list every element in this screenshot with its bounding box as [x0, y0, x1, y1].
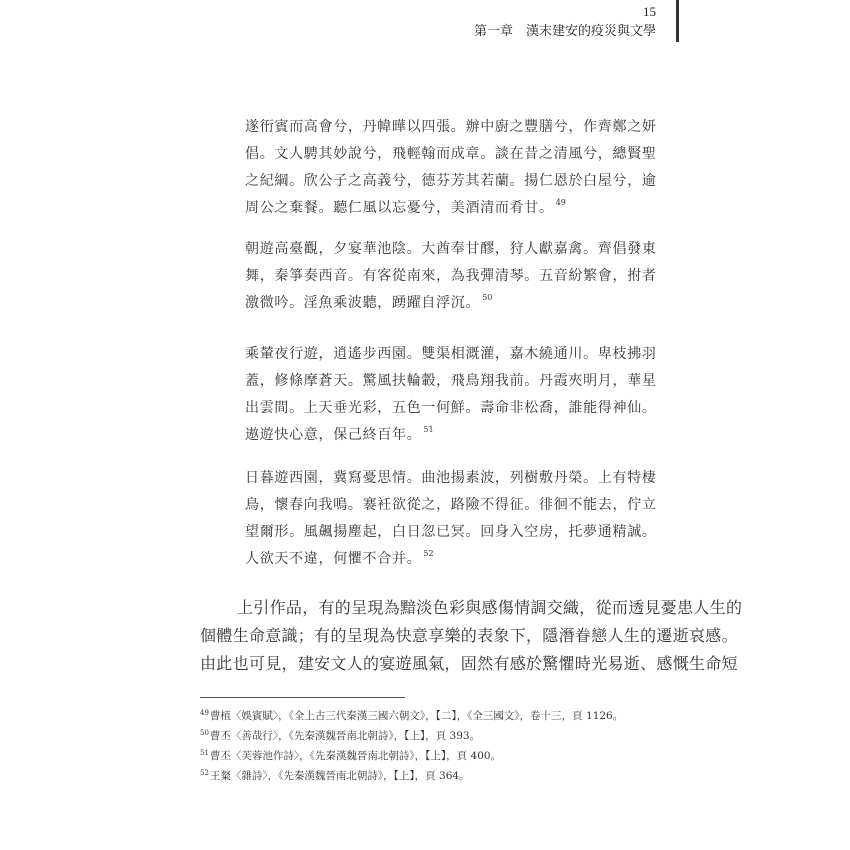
footnote — [200, 706, 623, 726]
quote-line: 之紀綱。欣公子之高義兮，德芬芳其若蘭。揚仁恩於白屋兮，逾 — [245, 173, 657, 189]
header-bar — [676, 0, 679, 42]
quote-line: 出雲間。上天垂光彩，五色一何鮮。壽命非松喬，誰能得神仙。 — [245, 400, 657, 416]
quote-text: 人欲天不違，何懼不合并。 — [245, 551, 422, 567]
quote-text: 激微吟。淫魚乘波聽，踴躍自浮沉。 — [245, 295, 481, 311]
footnote-ref[interactable]: 52 — [423, 549, 434, 558]
quote-line — [245, 290, 685, 317]
block-quote-3 — [245, 341, 685, 449]
footnote-divider — [200, 697, 405, 698]
footnote — [200, 746, 623, 766]
footnote — [200, 726, 623, 746]
page-number: 15 — [643, 4, 656, 19]
quote-line: 朝遊高臺觀，夕宴華池陰。大酋奉甘醪，狩人獻嘉禽。齊倡發東 — [245, 241, 657, 257]
prose-line: 上引作品，有的呈現為黯淡色彩與感傷情調交織，從而透見憂患人生的 — [237, 598, 743, 617]
block-quote-4 — [245, 465, 685, 573]
footnote-number: 50 — [200, 729, 209, 737]
quote-line: 鳥，懷春向我鳴。褰衽欲從之，路險不得征。徘徊不能去，佇立 — [245, 497, 657, 513]
quote-text: 遨遊快心意，保己終百年。 — [245, 427, 422, 443]
quote-text: 周公之棄餐。聽仁風以忘憂兮，美酒清而肴甘。 — [245, 200, 554, 216]
footnotes — [200, 706, 623, 786]
chapter-title: 第一章 漢末建安的疫災與文學 — [473, 24, 656, 39]
quote-line — [245, 546, 685, 573]
footnote-text: 曹丕〈善哉行〉，《先秦漢魏晉南北朝詩》，【上】，頁 393。 — [209, 730, 481, 742]
footnote-ref[interactable]: 51 — [423, 425, 434, 434]
footnote-ref[interactable]: 49 — [555, 198, 566, 207]
footnote-ref[interactable]: 50 — [482, 293, 493, 302]
quote-line: 蓋，修條摩蒼天。驚風扶輪轂，飛鳥翔我前。丹霞夾明月，華星 — [245, 373, 657, 389]
body-paragraph — [200, 594, 742, 678]
quote-line: 望爾形。風飆揚塵起，白日忽已冥。回身入空房，托夢通精誠。 — [245, 524, 657, 540]
prose-line: 個體生命意識；有的呈現為快意享樂的表象下，隱潛眷戀人生的遷逝哀感。 — [200, 626, 738, 645]
footnote-text: 曹植〈娛賓賦〉，《全上古三代秦漢三國六朝文》，【二】，《全三國文》，卷十三，頁 1126。 — [209, 710, 624, 722]
quote-line — [245, 195, 685, 222]
footnote-number: 52 — [200, 769, 209, 777]
quote-line — [245, 422, 685, 449]
quote-line: 遂衎賓而高會兮，丹幃曄以四張。辦中廚之豐膳兮，作齊鄭之妍 — [245, 119, 657, 135]
footnote — [200, 766, 623, 786]
prose-line: 由此也可見，建安文人的宴遊風氣，固然有感於驚懼時光易逝、感慨生命短 — [200, 654, 738, 673]
quote-line: 日暮遊西園，冀寫憂思情。曲池揚素波，列樹敷丹榮。上有特棲 — [245, 470, 657, 486]
block-quote-1 — [245, 114, 685, 222]
footnote-number: 49 — [200, 709, 209, 717]
footnote-text: 王粲〈雜詩〉，《先秦漢魏晉南北朝詩》，【上】，頁 364。 — [209, 770, 470, 782]
quote-line: 倡。文人騁其妙說兮，飛輕翰而成章。談在昔之清風兮，總賢聖 — [245, 146, 657, 162]
footnote-number: 51 — [200, 749, 209, 757]
quote-line: 舞，秦箏奏西音。有客從南來，為我彈清琴。五音紛繁會，拊者 — [245, 268, 657, 284]
block-quote-2 — [245, 236, 685, 317]
quote-line: 乘輦夜行遊，逍遙步西園。雙渠相溉灌，嘉木繞通川。卑枝拂羽 — [245, 346, 657, 362]
footnote-text: 曹丕〈芙蓉池作詩〉，《先秦漢魏晉南北朝詩》，【上】，頁 400。 — [209, 750, 502, 762]
